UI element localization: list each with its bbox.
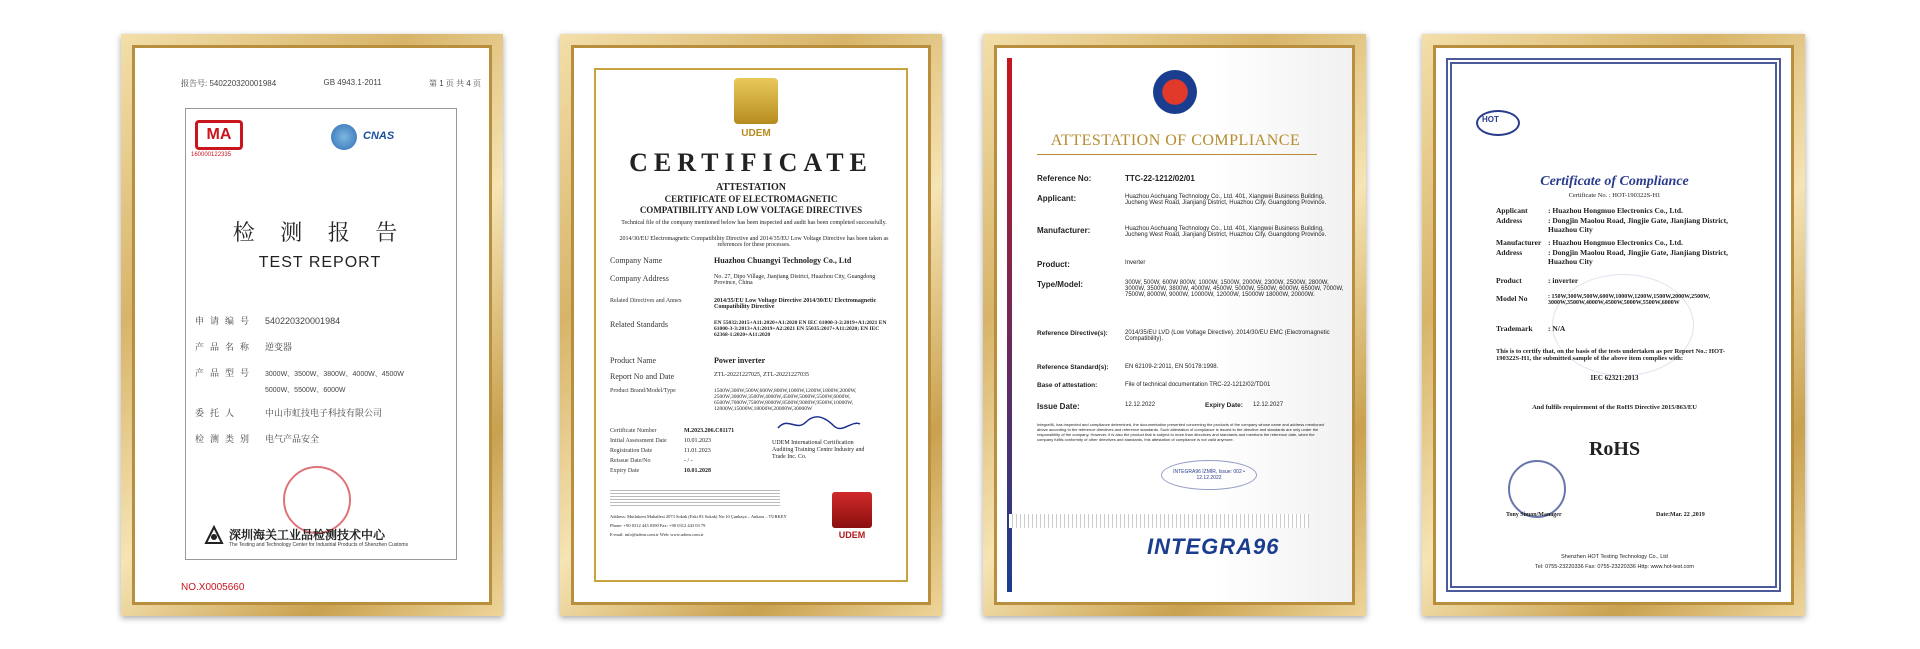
info-row: Applicant : Huazhou Hongmuo Electronics Co., Ltd. <box>1496 206 1683 215</box>
info-row: Product: Inverter <box>1037 260 1146 269</box>
udem-crest-icon <box>734 78 778 124</box>
footer-fine-print <box>1009 514 1309 528</box>
subtitle-emc: CERTIFICATE OF ELECTROMAGNETIC <box>664 194 838 204</box>
certificate-frame-integra <box>983 34 1366 616</box>
info-row: Reference No: TTC-22-1212/02/01 <box>1037 174 1195 183</box>
info-row: Company Address No. 27, Dipo Village, Jianjiang District, Huazhou City, Guangdong Province, China <box>610 274 876 286</box>
signer-name: Tony Simon/Manager <box>1506 512 1562 518</box>
intro-text: Technical file of the company mentioned below has been inspected and audit has been completed successfully. <box>621 220 887 226</box>
info-row: Product : inverter <box>1496 276 1579 285</box>
info-row: Related Standards EN 55032:2015+A11:2020+A1:2020 EN IEC 61000-3-2:2019+A1:2021 EN 61000-3-3:2013+A1:2019+A2:2021 EN 55035:2017+A11:2020; EN IEC 62368-1:2020+A11:2020 <box>610 320 887 338</box>
certificate-number: Certificate No. : HOT-190322S-H1 <box>1568 192 1661 199</box>
hot-certificate-document <box>1433 45 1794 605</box>
info-row: Reference Directive(s): 2014/35/EU LVD (Low Voltage Directive). 2014/30/EU EMC (Electromagnetic Compatibility). <box>1037 330 1330 342</box>
subtitle-attestation: ATTESTATION <box>715 182 787 193</box>
info-row: 委托人 中山市虹技电子科技有限公司 <box>195 408 383 418</box>
info-row: Manufacturer : Huazhou Hongmuo Electronics Co., Ltd. <box>1496 238 1683 247</box>
expiry-date: 12.12.2027 <box>1253 402 1284 408</box>
integra-emblem-icon <box>1153 70 1197 114</box>
compliance-title: Certificate of Compliance <box>1540 174 1689 189</box>
intro-directives: 2014/30/EU Electromagnetic Compatibility Directive and 2014/35/EU Low Voltage Directive has been taken as references for these processes. <box>619 236 889 248</box>
fine-print <box>610 488 780 506</box>
info-row: Applicant: Huazhou Aochuang Technology Co., Ltd. 401, Xiangwei Business Building, Jucheng West Road, Jianjiang District, Huazhou City, Guangdong Province. <box>1037 194 1327 206</box>
info-row: Address : Dongjin Maolou Road, Jingjie Gate, Jianjiang District, Huazhou City <box>1496 248 1728 266</box>
issue-date: Date:Mar. 22 ,2019 <box>1656 512 1705 518</box>
report-number: 报告号: 540220320001984 <box>181 79 277 88</box>
customs-emblem-icon <box>203 524 225 546</box>
info-row: Trademark : N/A <box>1496 324 1566 333</box>
udem-bottom-crest-icon <box>832 492 872 528</box>
issuer-name: UDEM International Certification Auditing Training Centre Industry and Trade Inc. Co. <box>772 440 865 461</box>
info-row: 产品名称 逆变器 <box>195 342 293 352</box>
title-chinese: 检 测 报 告 <box>232 220 408 245</box>
info-row: Report No and Date ZTL-20221227025, ZTL-20221227035 <box>610 372 809 381</box>
center-name-english: The Testing and Technology Center for Industrial Products of Shenzhen Customs <box>229 542 409 548</box>
test-report-document <box>132 45 492 605</box>
certificate-frame-udem <box>560 34 942 616</box>
info-row: Type/Model: 300W, 500W, 600W 800W, 1000W, 1500W, 2000W, 2300W, 2500W, 2800W, 3000W, 3500W, 3800W, 4000W, 4500W, 5000W, 5500W, 6000W, 6500W, 7000W, 7500W, 8000W, 9000W, 10000W, 12000W, 15000W 18000W, 20000W. <box>1037 280 1344 298</box>
title-divider <box>1037 154 1317 155</box>
title-english: TEST REPORT <box>258 254 382 271</box>
info-row: 申请编号 540220320001984 <box>195 316 341 326</box>
info-row: Product Brand/Model/Type 1500W,300W,500W,600W,800W,1000W,1200W,1800W,2000W, 2500W,3000W,3500W,4000W,4500W,5000W,5500W,6000W, 6500W,7000W,7500W,8000W,8500W,9000W,9500W,10000W, 12000W,15000W,18000W,20000W,30000W <box>610 388 857 412</box>
certificate-title: CERTIFICATE <box>629 148 873 177</box>
integra-logo: INTEGRA96 <box>1147 534 1280 559</box>
signature-icon <box>774 414 864 434</box>
udem-certificate-document <box>571 45 931 605</box>
hot-logo-text: HOT <box>1482 115 1499 124</box>
hot-stamp-icon <box>1508 460 1566 518</box>
rohs-mark: RoHS <box>1588 438 1641 460</box>
report-header <box>181 78 481 89</box>
certify-statement: This is to certify that, on the basis of the tests undertaken as per Report No.: HOT-190322S-H1, the submitted sample of the above item complies with: <box>1496 348 1725 362</box>
rohs-directive: And fulfils requirement of the RoHS Directive 2015/863/EU <box>1532 404 1697 411</box>
udem-email: E-mail: info@udem.com.tr Web: www.udem.com.tr <box>610 532 704 537</box>
footer-row: Expiry Date 10.01.2028 <box>610 468 711 474</box>
info-row: Product Name Power inverter <box>610 356 766 365</box>
info-row: Model No : 150W,300W,500W,600W,1000W,1200W,1500W,2000W,2500W, 3000W,3500W,4000W,4500W,5000W,5500W,6000W <box>1496 294 1711 306</box>
lab-contact: Tel: 0755-23220336 Fax: 0755-23220336 Http: www.hot-test.com <box>1535 564 1694 570</box>
cma-number: 160000122335 <box>191 152 232 158</box>
footer-row: Registration Date 11.01.2023 <box>610 448 711 454</box>
info-row: Company Name Huazhou Chuangyi Technology Co., Ltd <box>610 256 852 265</box>
info-row: Address : Dongjin Maolou Road, Jingjie Gate, Jianjiang District, Huazhou City <box>1496 216 1728 234</box>
udem-phone: Phone: +90 0312 443 0390 Fax: +90 0312 443 03 79 <box>610 523 706 528</box>
attestation-document <box>994 45 1355 605</box>
lab-name: Shenzhen HOT Testing Technology Co., Ltd <box>1561 554 1668 560</box>
attestation-title: ATTESTATION OF COMPLIANCE <box>1050 132 1301 149</box>
info-row: 产品型号 3000W、3500W、3800W、4000W、4500W <box>195 368 404 378</box>
udem-logo-text: UDEM <box>741 128 771 139</box>
page-count: 第 1 页 共 4 页 <box>428 79 481 88</box>
cma-logo: MA <box>195 120 243 150</box>
footer-row: Certificate Number M.2023.206.C81171 <box>610 428 735 434</box>
issue-date: 12.12.2022 <box>1125 402 1156 408</box>
center-name-chinese: 深圳海关工业品检测技术中心 <box>229 528 386 542</box>
date-row: Issue Date: 12.12.2022 Expiry Date: 12.12.2027 <box>1037 402 1284 411</box>
footer-row: Initial Assessment Date 10.01.2023 <box>610 438 711 444</box>
info-row: Reference Standard(s): EN 62109-2:2011, EN 50178:1998. <box>1037 364 1219 371</box>
serial-number: NO.X0005660 <box>181 582 245 593</box>
udem-address: Address: Mutlukent Mahallesi 2073 Sokak (Eski 83 Sokak) No:10 Çankaya – Ankara – TURKEY <box>610 514 787 519</box>
disclaimer-text: Integra96, has inspected and compliance determined, the documentation presented concerning the products of the company whose name and address mentioned above according to the reference directives and reference standards. Such attestation of compliance is issued to the directive and standards are only under the responsibility of the company. However, it is also the product that is subject to more than directives and standards and mentions the reference date, when the company fulfils conformity of other directives and standards, this attestation of compliance is not valid anymore. <box>1037 422 1325 442</box>
info-row: 检测类别 电气产品安全 <box>195 434 320 444</box>
subtitle-lvd: COMPATIBILITY AND LOW VOLTAGE DIRECTIVES <box>639 205 863 215</box>
footer-row: Reissue Date/No - / - <box>610 458 693 464</box>
ilac-mra-icon <box>331 124 357 150</box>
official-seal-icon <box>283 466 351 534</box>
integra-stamp: INTEGRA96 İZMİR, Issue: 002 • 12.12.2022 <box>1161 460 1257 490</box>
report-standard: GB 4943.1-2011 <box>323 78 382 87</box>
info-row: 5000W、5500W、6000W <box>265 387 346 394</box>
certificate-frame-hot <box>1422 34 1805 616</box>
certificate-frame-test-report <box>121 34 503 616</box>
info-row: Base of attestation: File of technical documentation TRC-22-1212/02/TD01 <box>1037 382 1271 389</box>
info-row: Related Directives and Annex 2014/35/EU Low Voltage Directive 2014/30/EU Electromagnetic Compatibility Directive <box>610 298 877 310</box>
info-row: Manufacturer: Huazhou Aochuang Technology Co., Ltd. 401, Xiangwei Business Building, Jucheng West Road, Jianjiang District, Huazhou City, Guangdong Province. <box>1037 226 1327 238</box>
udem-bottom-logo: UDEM <box>838 530 866 540</box>
cnas-logo: CNAS <box>363 130 395 142</box>
standard-reference: IEC 62321:2013 <box>1590 374 1639 382</box>
